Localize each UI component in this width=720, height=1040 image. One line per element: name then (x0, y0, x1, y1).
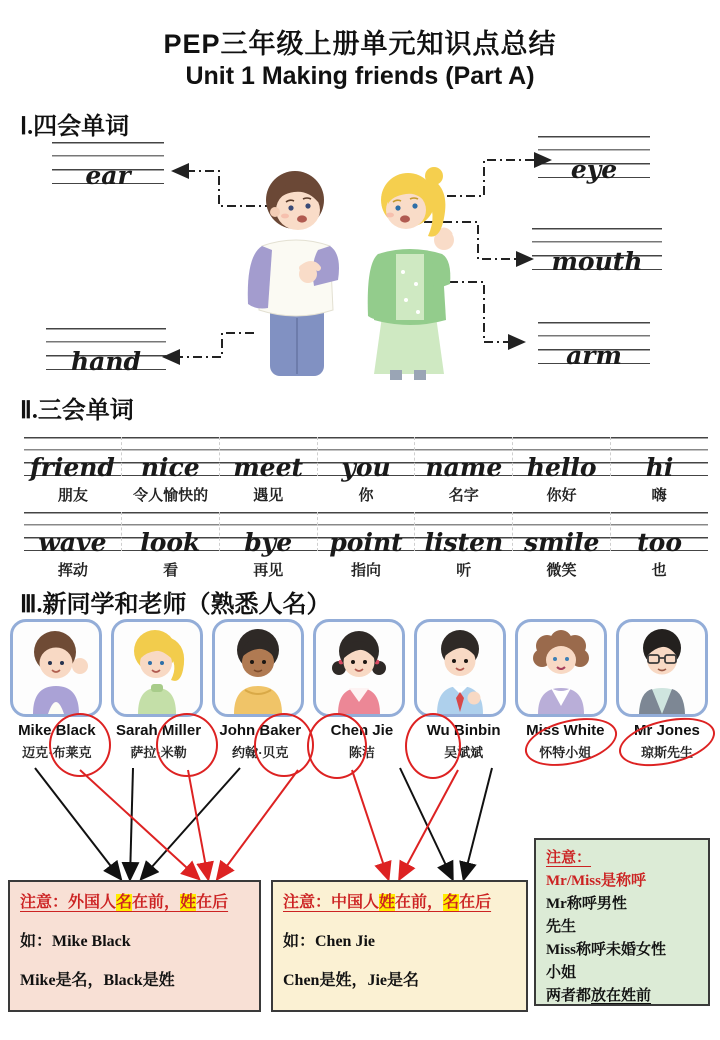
zh-look: 看 (163, 563, 179, 579)
name-john-baker: John Baker 约翰·贝克 (209, 722, 311, 761)
name-chen-jie: Chen Jie 陈洁 (311, 722, 413, 761)
section-2-heading: Ⅱ.三会单词 (20, 398, 134, 424)
portrait-chen-jie (316, 622, 402, 714)
word-point: point (329, 528, 403, 557)
character-cards (10, 619, 708, 717)
zh-too: 也 (651, 563, 667, 579)
three-skill-row-1-zh (24, 484, 708, 505)
note-foreign-names (8, 880, 261, 1012)
zh-friend: 朋友 (57, 488, 88, 504)
note-titles-line1: Mr/Miss是称呼 (546, 873, 646, 889)
word-you: you (341, 453, 391, 482)
three-skill-row-2-zh (24, 559, 708, 580)
card-john-baker (212, 619, 304, 717)
portrait-sarah-miller (114, 622, 200, 714)
zh-nice: 令人愉快的 (133, 488, 209, 504)
highlight-surname: 姓 (379, 894, 396, 911)
highlight-surname: 姓 (180, 894, 197, 911)
note-titles-line2: Mr称呼男性 (546, 896, 627, 912)
girl-figure (368, 167, 454, 380)
highlight-given: 名 (116, 894, 133, 911)
zh-point: 指向 (351, 563, 382, 579)
zh-smile: 微笑 (546, 563, 577, 579)
card-sarah-miller (111, 619, 203, 717)
portrait-wu-binbin (417, 622, 503, 714)
name-sarah-miller: Sarah Miller 萨拉·米勒 (108, 722, 210, 761)
note-titles-heading: 注意： (546, 850, 592, 866)
card-mike-black (10, 619, 102, 717)
note-titles-line6: 两者都放在姓前 (546, 988, 652, 1004)
section-3-heading: Ⅲ.新同学和老师（熟悉人名） (20, 592, 331, 618)
portrait-miss-white (518, 622, 604, 714)
word-look: look (140, 528, 201, 557)
word-listen: listen (424, 528, 504, 557)
note-chinese-example: 如：Chen Jie (283, 933, 376, 950)
word-friend: friend (29, 453, 115, 482)
word-hand: hand (70, 347, 142, 376)
word-wave: wave (38, 528, 107, 557)
zh-hello: 你好 (546, 488, 577, 504)
name-mike-black: Mike Black 迈克·布莱克 (6, 722, 108, 761)
name-mr-jones: Mr Jones 琼斯先生 (616, 722, 718, 761)
note-foreign-example: 如：Mike Black (20, 933, 131, 950)
zh-listen: 听 (456, 563, 472, 579)
zh-name: 名字 (448, 488, 479, 504)
note-titles (534, 838, 710, 1006)
word-mouth: mouth (551, 247, 643, 276)
note-foreign-explain: Mike是名，Black是姓 (20, 972, 175, 989)
word-hi: hi (645, 453, 674, 482)
portrait-mike-black (13, 622, 99, 714)
zh-wave: 挥动 (57, 563, 88, 579)
emphasis-before-surname: 放在姓前 (591, 988, 652, 1004)
card-wu-binbin (414, 619, 506, 717)
note-titles-line3: 先生 (546, 919, 577, 935)
note-chinese-explain: Chen是姓，Jie是名 (283, 972, 420, 989)
three-skill-row-2 (24, 512, 708, 557)
name-wu-binbin: Wu Binbin 吴斌斌 (413, 722, 515, 761)
zh-bye: 再见 (253, 563, 284, 579)
portrait-mr-jones (619, 622, 705, 714)
card-mr-jones (616, 619, 708, 717)
note-titles-line5: 小姐 (546, 965, 577, 981)
zh-meet: 遇见 (253, 488, 284, 504)
note-titles-line4: Miss称呼未婚女性 (546, 942, 667, 958)
word-meet: meet (233, 453, 304, 482)
note-chinese-title: 注意：中国人姓在前，名在后 (283, 894, 492, 911)
zh-you: 你 (358, 488, 374, 504)
word-smile: smile (524, 528, 600, 557)
section-1-heading: Ⅰ.四会单词 (20, 114, 130, 140)
word-hello: hello (526, 453, 597, 482)
card-chen-jie (313, 619, 405, 717)
unit-subtitle: Unit 1 Making friends (Part A) (185, 62, 535, 90)
word-bye: bye (244, 528, 293, 557)
page-title: PEP三年级上册单元知识点总结 (163, 29, 557, 59)
highlight-given: 名 (443, 894, 460, 911)
name-miss-white: Miss White 怀特小姐 (514, 722, 616, 761)
word-too: too (637, 528, 683, 557)
word-name: name (425, 453, 503, 482)
boy-figure (248, 171, 339, 376)
note-foreign-title: 注意：外国人名在前，姓在后 (20, 894, 229, 911)
students-illustration (238, 152, 478, 380)
zh-hi: 嗨 (651, 488, 667, 504)
note-chinese-names (271, 880, 528, 1012)
portrait-john-baker (215, 622, 301, 714)
three-skill-row-1 (24, 437, 708, 482)
card-miss-white (515, 619, 607, 717)
word-nice: nice (140, 453, 200, 482)
word-eye: eye (570, 155, 618, 184)
word-arm: arm (566, 341, 622, 370)
word-ear: ear (85, 161, 131, 190)
